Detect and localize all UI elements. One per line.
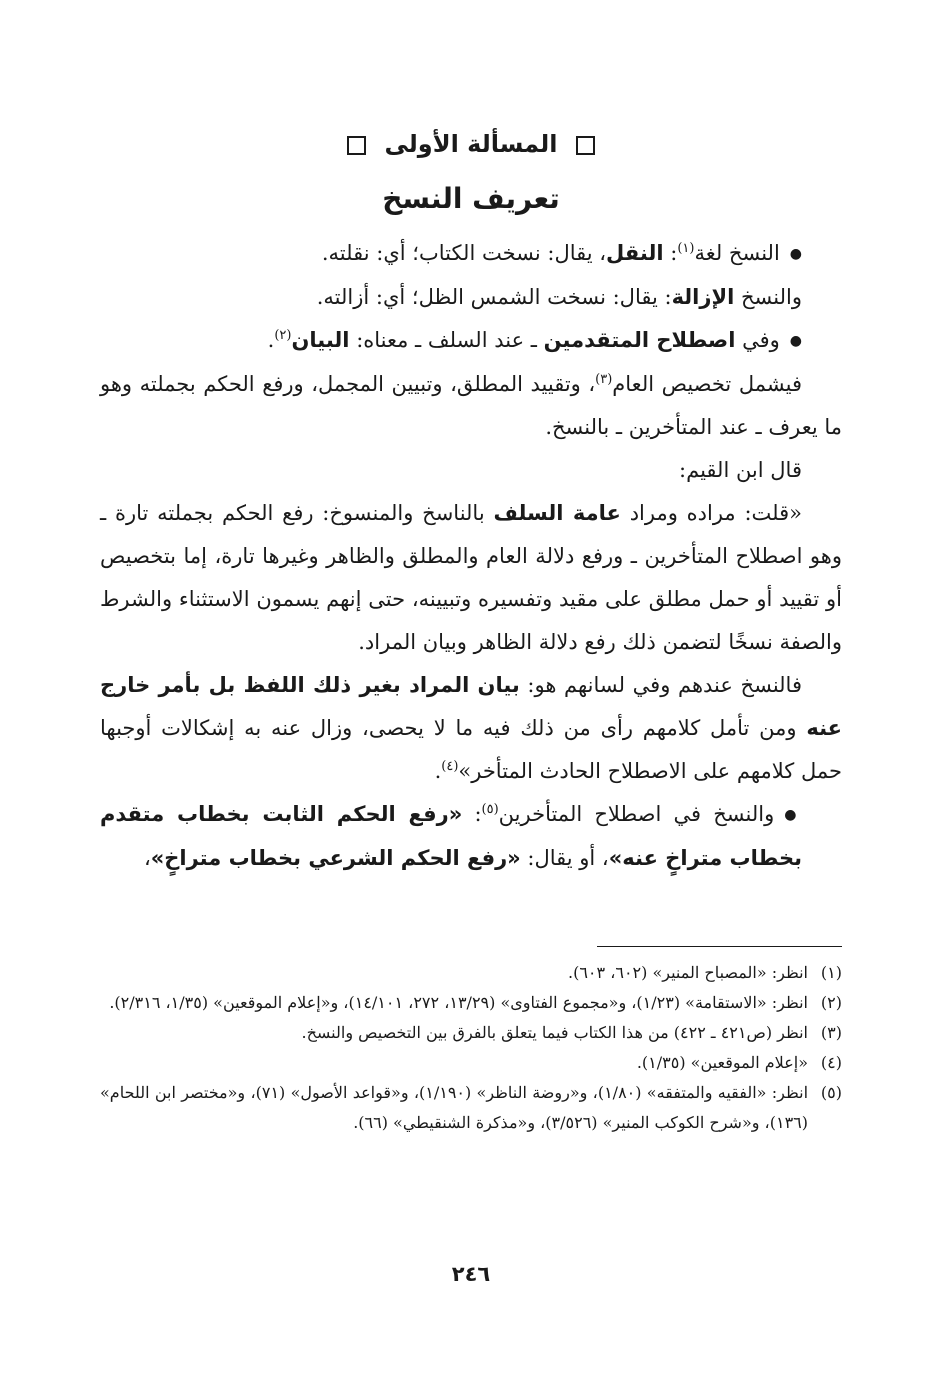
footnote-divider bbox=[597, 946, 842, 947]
paragraph-quote-continued: فالنسخ عندهم وفي لسانهم هو: بيان المراد بغير ذلك اللفظ بل بأمر خارج عنه ومن تأمل كلامهم رأى من ذلك فيه ما لا يحصى، وزال عنه به إشكالات أوجبها حمل كلامهم على الاصطلاح الحادث المتأخر»$^{(٤)}$. bbox=[100, 673, 842, 783]
paragraph-scope: فيشمل تخصيص العام$^{(٣)}$، وتقييد المطلق، وتبيين المجمل، ورفع الحكم بجملته وهو ما يعرف ـ عند المتأخرين ـ بالنسخ. bbox=[100, 372, 842, 439]
paragraph-linguistic-definition: ● النسخ لغة$^{(١)}$: النقل، يقال: نسخت الكتاب؛ أي: نقلته. bbox=[100, 232, 842, 276]
section-heading-text: المسألة الأولى bbox=[384, 130, 558, 158]
footnote-text: انظر: «المصباح المنير» (٦٠٢، ٦٠٣). bbox=[568, 963, 808, 982]
footnote-item bbox=[100, 1018, 842, 1048]
section-heading bbox=[100, 130, 842, 158]
square-ornament-icon bbox=[347, 136, 366, 155]
main-text bbox=[100, 232, 842, 880]
book-page bbox=[100, 0, 842, 1380]
paragraph-ibn-qayyim-intro: قال ابن القيم: bbox=[679, 458, 802, 482]
footnote-number: (٥) bbox=[820, 1083, 842, 1102]
footnote-number: (١) bbox=[820, 963, 842, 982]
footnote-text: انظر: «الاستقامة» (١/٢٣)، و«مجموع الفتاوى» (١٣/٢٩، ٢٧٢، ١٤/١٠١)، و«إعلام الموقعين» (١/٣٥، ٢/٣١٦). bbox=[109, 993, 808, 1012]
paragraph-quote: «قلت: مراده ومراد عامة السلف بالناسخ والمنسوخ: رفع الحكم بجملته تارة ـ وهو اصطلاح المتأخرين ـ ورفع دلالة العام والمطلق والظاهر وغيرها تارة، إما بتخصيص أو تقييد أو حمل مطلق على مقيد وتفسيره وتبيينه، حتى إنهم يسمون الاستثناء والشرط والصفة نسخًا لتضمن ذلك رفع دلالة الظاهر وبيان المراد. bbox=[100, 501, 842, 654]
footnote-ref: (٥) bbox=[481, 802, 499, 817]
footnote-ref: (٤) bbox=[441, 759, 459, 774]
footnote-item bbox=[100, 1078, 842, 1138]
footnote-item bbox=[100, 958, 842, 988]
footnote-text: انظر: «الفقيه والمتفقه» (١/٨٠)، و«روضة الناظر» (١/١٩٠)، و«قواعد الأصول» (٧١)، و«مختصر ابن اللحام» (١٣٦)، و«شرح الكوكب المنير» (٣/٥٢٦)، و«مذكرة الشنقيطي» (٦٦). bbox=[100, 1083, 809, 1132]
footnote-text: انظر (ص٤٢١ ـ ٤٢٢) من هذا الكتاب فيما يتعلق بالفرق بين التخصيص والنسخ. bbox=[301, 1023, 808, 1042]
square-ornament-icon bbox=[576, 136, 595, 155]
footnotes bbox=[100, 958, 842, 1138]
footnote-number: (٢) bbox=[820, 993, 842, 1012]
footnote-ref: (٣) bbox=[595, 372, 613, 387]
footnote-item bbox=[100, 988, 842, 1018]
footnote-item bbox=[100, 1048, 842, 1078]
page-number: ٢٤٦ bbox=[451, 1262, 491, 1286]
footnote-ref: (١) bbox=[677, 241, 695, 256]
paragraph-removal-definition: والنسخ الإزالة: يقال: نسخت الشمس الظل؛ أي: أزالته. bbox=[316, 285, 802, 309]
footnote-number: (٤) bbox=[820, 1053, 842, 1072]
paragraph-later-terminology: ● والنسخ في اصطلاح المتأخرين$^{(٥)}$: «رفع الحكم الثابت بخطاب متقدم بخطاب متراخٍ عنه»، أو يقال: «رفع الحكم الشرعي بخطاب متراخٍ»، bbox=[100, 793, 842, 880]
footnote-number: (٣) bbox=[820, 1023, 842, 1042]
footnote-text: «إعلام الموقعين» (١/٣٥). bbox=[636, 1053, 808, 1072]
paragraph-early-terminology: ● وفي اصطلاح المتقدمين ـ عند السلف ـ معناه: البيان$^{(٢)}$. bbox=[100, 319, 842, 363]
footnote-ref: (٢) bbox=[274, 328, 292, 343]
page-title: تعريف النسخ bbox=[382, 182, 560, 215]
